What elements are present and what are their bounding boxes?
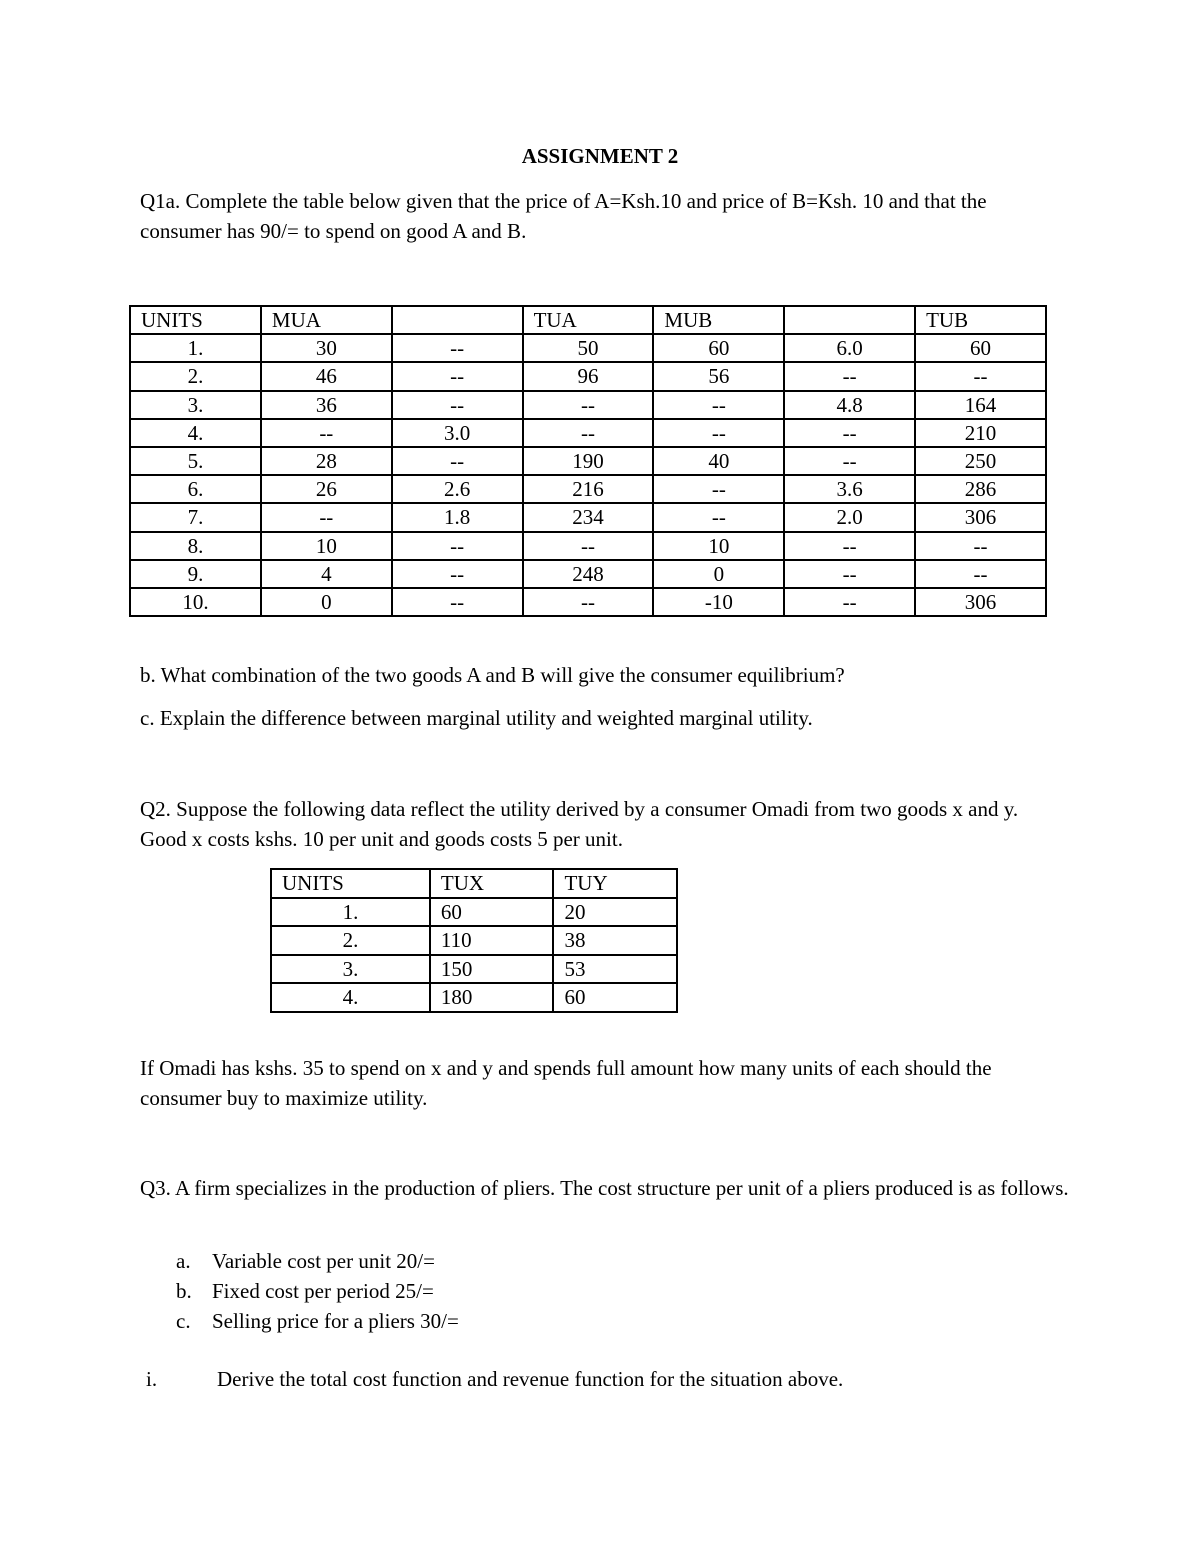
table-cell: 150 (430, 955, 554, 984)
table-cell: 3.0 (392, 419, 523, 447)
q1-intro: Q1a. Complete the table below given that the price of A=Ksh.10 and price of B=Ksh. 10 and that the consumer has 90/= to spend on good A and B. (140, 189, 987, 243)
table-row (130, 503, 1046, 531)
q1-part-b: b. What combination of the two goods A and B will give the consumer equilibrium? (140, 663, 845, 687)
table-cell: -- (392, 447, 523, 475)
table-cell: 46 (261, 362, 392, 390)
table-cell: -- (261, 419, 392, 447)
table-cell: 60 (915, 334, 1046, 362)
table-cell: 5. (130, 447, 261, 475)
table-cell: 110 (430, 926, 554, 955)
table-cell: 8. (130, 532, 261, 560)
q3-item-c (176, 1306, 459, 1336)
table-row (130, 334, 1046, 362)
table-cell: 2. (271, 926, 430, 955)
table-cell: 30 (261, 334, 392, 362)
table-row (130, 588, 1046, 616)
table-cell: 60 (653, 334, 784, 362)
table-cell: 53 (553, 955, 677, 984)
table-cell: -- (261, 503, 392, 531)
q1-utility-table (129, 305, 1047, 617)
table-cell: 28 (261, 447, 392, 475)
table-cell: -- (915, 560, 1046, 588)
table-header-cell: TUA (523, 306, 654, 334)
table-cell: -- (653, 475, 784, 503)
table-row (271, 926, 677, 955)
table-cell: 26 (261, 475, 392, 503)
table-cell: 6. (130, 475, 261, 503)
table-cell: -- (392, 391, 523, 419)
table-cell: 6.0 (784, 334, 915, 362)
table-cell: 164 (915, 391, 1046, 419)
table-cell: 60 (430, 898, 554, 927)
list-label: b. (176, 1279, 192, 1303)
q2-question: If Omadi has kshs. 35 to spend on x and y and spends full amount how many units of each should the consumer buy to maximize utility. (140, 1056, 992, 1110)
table-cell: 0 (261, 588, 392, 616)
table-header-cell: MUA (261, 306, 392, 334)
list-label: a. (176, 1249, 191, 1273)
table-cell: -- (392, 588, 523, 616)
table-row (130, 447, 1046, 475)
list-text: Fixed cost per period 25/= (212, 1279, 434, 1303)
q2-intro: Q2. Suppose the following data reflect the utility derived by a consumer Omadi from two goods x and y. Good x costs kshs. 10 per unit and goods costs 5 per unit. (140, 797, 1019, 851)
table-cell: -- (392, 362, 523, 390)
table-cell: 10. (130, 588, 261, 616)
table-cell: 0 (653, 560, 784, 588)
table-cell: -- (523, 588, 654, 616)
table-cell: 2.6 (392, 475, 523, 503)
list-text: Selling price for a pliers 30/= (212, 1309, 459, 1333)
table-cell: -- (653, 419, 784, 447)
table-cell: 4. (271, 983, 430, 1012)
table-cell: 250 (915, 447, 1046, 475)
table-cell: -- (784, 560, 915, 588)
table-cell: 306 (915, 503, 1046, 531)
page-title: ASSIGNMENT 2 (521, 144, 679, 168)
list-label: c. (176, 1309, 191, 1333)
table-cell: -- (784, 447, 915, 475)
table-cell: 10 (653, 532, 784, 560)
q2-utility-table (270, 868, 678, 1013)
table-row (130, 362, 1046, 390)
table-cell: 2. (130, 362, 261, 390)
table-cell: 38 (553, 926, 677, 955)
table-cell: 50 (523, 334, 654, 362)
table-row (130, 475, 1046, 503)
table-cell: -- (523, 532, 654, 560)
table-cell: -- (392, 532, 523, 560)
table-row (130, 560, 1046, 588)
table-cell: -- (784, 419, 915, 447)
table-row (130, 391, 1046, 419)
table-cell: 1.8 (392, 503, 523, 531)
table-header-row (130, 306, 1046, 334)
q1-part-c: c. Explain the difference between marginal utility and weighted marginal utility. (140, 706, 813, 730)
table-cell: 180 (430, 983, 554, 1012)
table-header-cell: MUB (653, 306, 784, 334)
table-cell: 216 (523, 475, 654, 503)
q3-item-b (176, 1276, 434, 1306)
table-cell: -- (392, 334, 523, 362)
table-cell: 4 (261, 560, 392, 588)
table-cell: -- (915, 362, 1046, 390)
table-cell: -- (784, 588, 915, 616)
table-header-cell: TUX (430, 869, 554, 898)
table-cell: 3.6 (784, 475, 915, 503)
table-cell: 1. (271, 898, 430, 927)
table-header-cell: UNITS (130, 306, 261, 334)
table-row (271, 983, 677, 1012)
table-cell: -- (784, 532, 915, 560)
table-cell: 234 (523, 503, 654, 531)
table-cell: 3. (130, 391, 261, 419)
table-cell: 306 (915, 588, 1046, 616)
table-cell: 96 (523, 362, 654, 390)
q3-intro: Q3. A firm specializes in the production of pliers. The cost structure per unit of a pliers produced is as follows. (140, 1176, 1069, 1200)
table-cell: -- (653, 503, 784, 531)
table-row (130, 532, 1046, 560)
table-header-cell (392, 306, 523, 334)
table-cell: 210 (915, 419, 1046, 447)
table-header-cell: TUB (915, 306, 1046, 334)
table-header-row (271, 869, 677, 898)
table-cell: 190 (523, 447, 654, 475)
table-cell: 3. (271, 955, 430, 984)
list-text: Variable cost per unit 20/= (212, 1249, 435, 1273)
table-cell: 1. (130, 334, 261, 362)
q3-item-a (176, 1246, 435, 1276)
table-header-cell: TUY (553, 869, 677, 898)
table-row (130, 419, 1046, 447)
table-cell: 60 (553, 983, 677, 1012)
table-header-cell: UNITS (271, 869, 430, 898)
table-cell: -- (784, 362, 915, 390)
table-cell: -- (523, 391, 654, 419)
table-header-cell (784, 306, 915, 334)
table-cell: 4. (130, 419, 261, 447)
table-cell: -- (523, 419, 654, 447)
table-cell: -10 (653, 588, 784, 616)
q3-sub-i-label: i. (146, 1367, 158, 1391)
table-cell: 56 (653, 362, 784, 390)
table-cell: 10 (261, 532, 392, 560)
table-cell: -- (915, 532, 1046, 560)
table-cell: -- (392, 560, 523, 588)
table-cell: 248 (523, 560, 654, 588)
table-cell: 36 (261, 391, 392, 419)
table-row (271, 955, 677, 984)
table-cell: 4.8 (784, 391, 915, 419)
table-cell: 286 (915, 475, 1046, 503)
table-cell: 9. (130, 560, 261, 588)
table-cell: 40 (653, 447, 784, 475)
table-cell: 2.0 (784, 503, 915, 531)
table-cell: -- (653, 391, 784, 419)
table-row (271, 898, 677, 927)
table-cell: 7. (130, 503, 261, 531)
table-cell: 20 (553, 898, 677, 927)
q3-sub-i-text: Derive the total cost function and revenue function for the situation above. (217, 1367, 844, 1391)
